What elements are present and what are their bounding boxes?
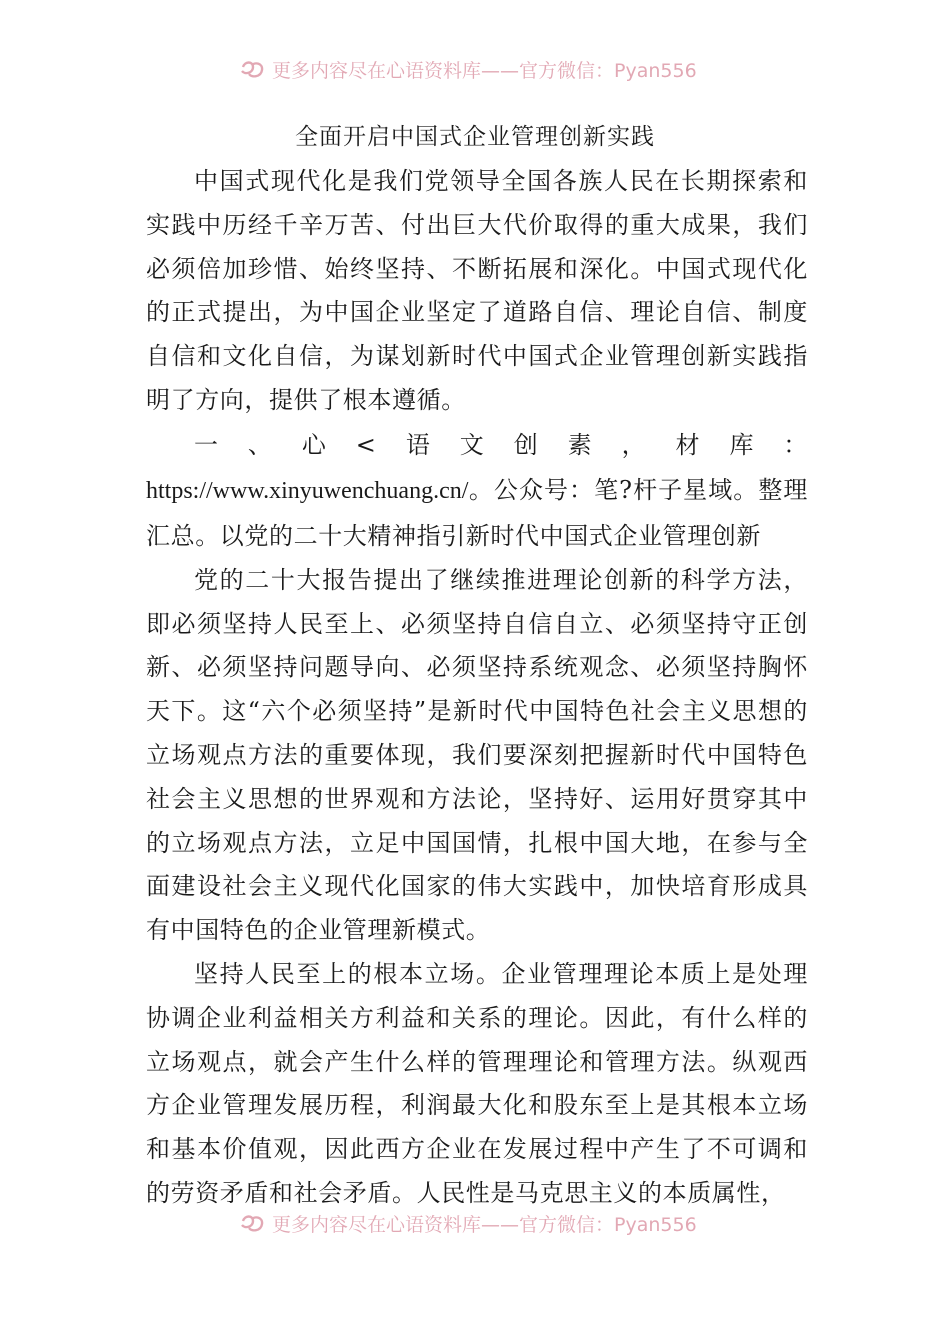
section-heading-1: [146, 423, 808, 559]
watermark-text: 更多内容尽在心语资料库——官方微信：Pyan556: [272, 1213, 697, 1236]
section-heading-prefix: 一、心<语文创素，材库：: [194, 430, 808, 459]
body-paragraph-2: 党的二十大报告提出了继续推进理论创新的科学方法，即必须坚持人民至上、必须坚持自信自立、必须坚持守正创新、必须坚持问题导向、必须坚持系统观念、必须坚持胸怀天下。这“六个必须坚持”是新时代中国特色社会主义思想的立场观点方法的重要体现，我们要深刻把握新时代中国特色社会主义思想的世界观和方法论，坚持好、运用好贯穿其中的立场观点方法，立足中国国情，扎根中国大地，在参与全面建设社会主义现代化国家的伟大实践中，加快培育形成具有中国特色的企业管理新模式。: [146, 565, 808, 945]
intro-paragraph: 中国式现代化是我们党领导全国各族人民在长期探索和实践中历经千辛万苦、付出巨大代价取得的重大成果，我们必须倍加珍惜、始终坚持、不断拓展和深化。中国式现代化的正式提出，为中国企业坚定了道路自信、理论自信、制度自信和文化自信，为谋划新时代中国式企业管理创新实践指明了方向，提供了根本遵循。: [146, 167, 808, 414]
source-url-link[interactable]: https://www.xinyuwenchuang.cn/: [146, 477, 469, 504]
document-title: 全面开启中国式企业管理创新实践: [295, 124, 655, 150]
watermark-logo-icon: [240, 1212, 266, 1234]
watermark-banner-top: [240, 54, 720, 84]
section-heading-suffix: 。公众号：笔?杆子星域。整理汇总。以党的二十大精神指引新时代中国式企业管理创新: [146, 475, 808, 550]
document-body: [146, 160, 808, 1216]
watermark-banner-bottom: [240, 1208, 720, 1238]
watermark-text: 更多内容尽在心语资料库——官方微信：Pyan556: [272, 59, 697, 82]
watermark-logo-icon: [240, 58, 266, 80]
body-paragraph-3: 坚持人民至上的根本立场。企业管理理论本质上是处理协调企业利益相关方利益和关系的理论。因此，有什么样的立场观点，就会产生什么样的管理理论和管理方法。纵观西方企业管理发展历程，利润最大化和股东至上是其根本立场和基本价值观，因此西方企业在发展过程中产生了不可调和的劳资矛盾和社会矛盾。人民性是马克思主义的本质属性，: [146, 959, 808, 1207]
